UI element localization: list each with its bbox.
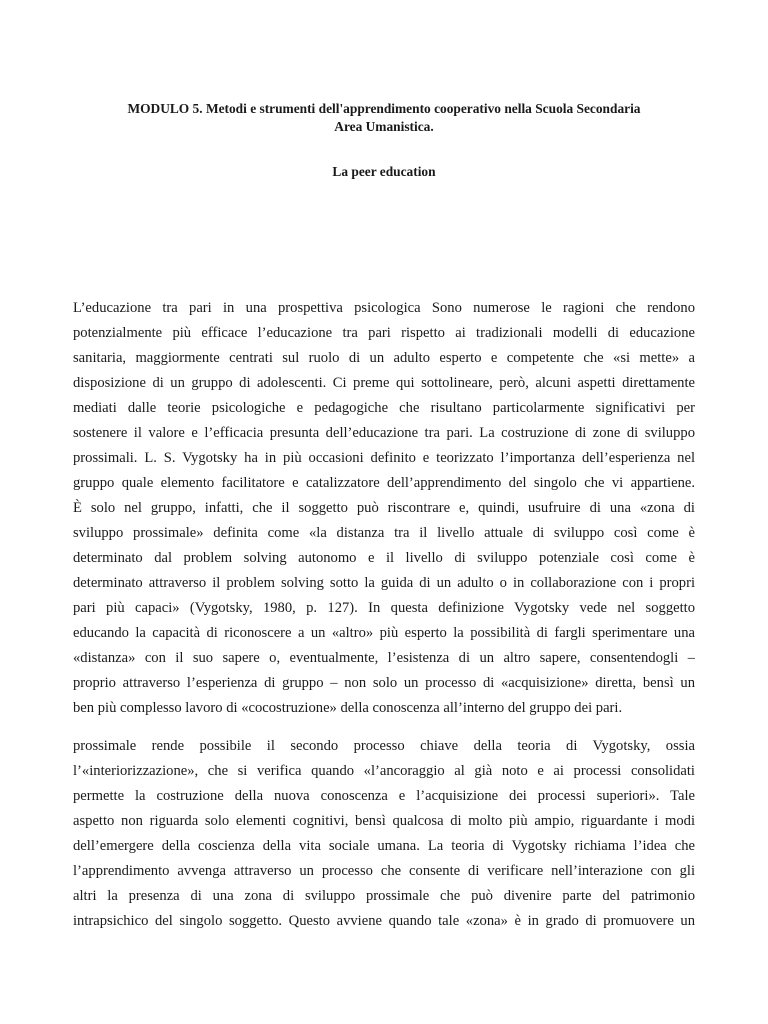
text-line: altri la presenza di una zona di sviluppo prossimale che può divenire parte del patrimonio — [73, 888, 695, 904]
text-line: prossimale rende possibile il secondo processo chiave della teoria di Vygotsky, ossia — [73, 738, 695, 754]
text-line: L’educazione tra pari in una prospettiva psicologica Sono numerose le ragioni che rendono — [73, 300, 695, 316]
text-line: prossimali. L. S. Vygotsky ha in più occasioni definito e teorizzato l’importanza dell’esperienza nel — [73, 450, 695, 466]
text-line: pari più capaci» (Vygotsky, 1980, p. 127). In questa definizione Vygotsky vede nel soggetto — [73, 600, 695, 616]
text-line: mediati dalle teorie psicologiche e pedagogiche che risultano particolarmente significativi per — [73, 400, 695, 416]
text-line: permette la costruzione della nuova conoscenza e l’acquisizione dei processi superiori». Tale — [73, 788, 695, 804]
text-line: «distanza» con il suo sapere o, eventualmente, l’esistenza di un altro sapere, consentendogli – — [73, 650, 695, 666]
text-line: determinato dal problem solving autonomo e il livello di sviluppo potenziale così come è — [73, 550, 695, 566]
text-line: ben più complesso lavoro di «cocostruzione» della conoscenza all’interno del gruppo dei pari. — [73, 700, 623, 716]
text-line: disposizione di un gruppo di adolescenti. Ci preme qui sottolineare, però, alcuni aspetti direttamente — [73, 375, 695, 391]
document-title — [73, 100, 695, 136]
text-line: sostenere il valore e l’efficacia presunta dell’educazione tra pari. La costruzione di zone di sviluppo — [73, 425, 695, 441]
text-line: aspetto non riguarda solo elementi cognitivi, bensì qualcosa di molto più ampio, riguardante i modi — [73, 813, 695, 829]
text-line: sanitaria, maggiormente centrati sul ruolo di un adulto esperto e competente che «si mette» a — [73, 350, 695, 366]
text-line: gruppo quale elemento facilitatore e catalizzatore dell’apprendimento del singolo che vi appartiene. — [73, 475, 695, 491]
text-line: determinato attraverso il problem solving sotto la guida di un adulto o in collaborazione con i propri — [73, 575, 695, 591]
text-line: proprio attraverso l’esperienza di gruppo – non solo un processo di «acquisizione» diretta, bensì un — [73, 675, 695, 691]
text-line: sviluppo prossimale» definita come «la distanza tra il livello attuale di sviluppo così come è — [73, 525, 695, 541]
text-line: l’«interiorizzazione», che si verifica quando «l’ancoraggio al già noto e ai processi consolidati — [73, 763, 695, 779]
title-line: Area Umanistica. — [334, 119, 434, 134]
text-line: potenzialmente più efficace l’educazione tra pari rispetto ai tradizionali modelli di educazione — [73, 325, 695, 341]
text-line: È solo nel gruppo, infatti, che il soggetto può riscontrare e, quindi, usufruire di una «zona di — [73, 500, 695, 516]
title-line: MODULO 5. Metodi e strumenti dell'apprendimento cooperativo nella Scuola Secondaria — [127, 101, 641, 116]
text-line: intrapsichico del singolo soggetto. Questo avviene quando tale «zona» è in grado di promuovere un — [73, 913, 695, 929]
text-line: dell’emergere della coscienza della vita sociale umana. La teoria di Vygotsky richiama l’idea che — [73, 838, 695, 854]
body-paragraph — [73, 296, 695, 721]
text-line: l’apprendimento avvenga attraverso un processo che consente di verificare nell’interazione con gli — [73, 863, 695, 879]
document-subtitle: La peer education — [332, 164, 436, 179]
text-line: educando la capacità di riconoscere a un «altro» più esperto la possibilità di fargli sperimentare una — [73, 625, 695, 641]
body-paragraph — [73, 734, 695, 934]
